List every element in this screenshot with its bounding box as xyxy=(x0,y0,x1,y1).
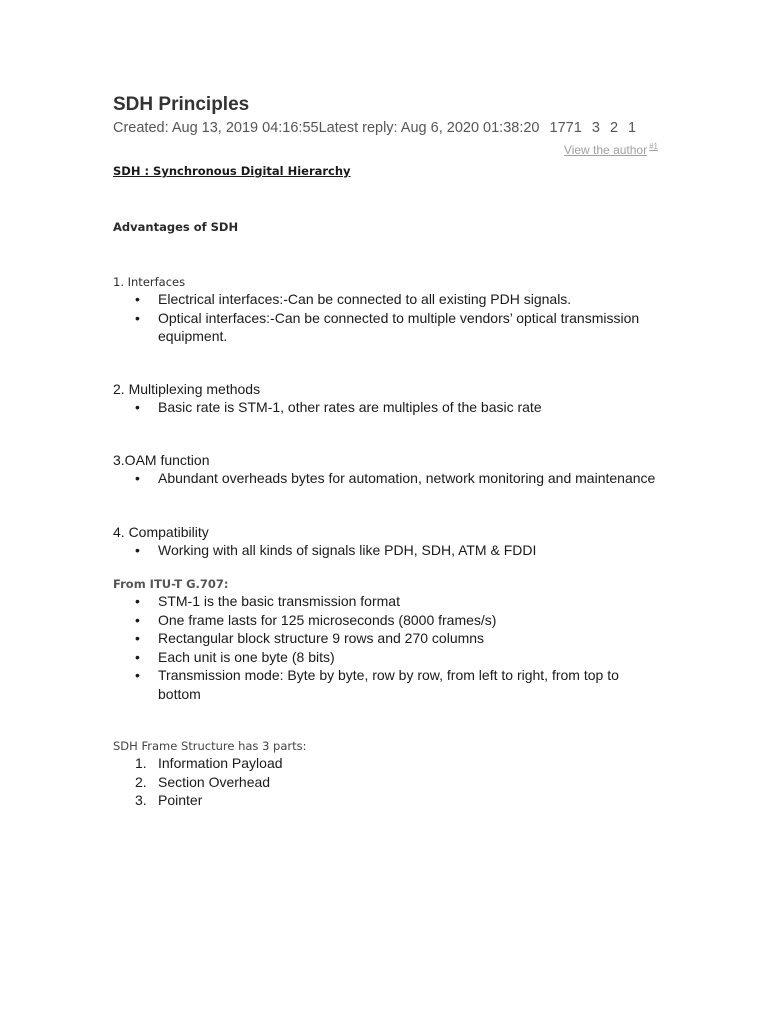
document-heading: SDH : Synchronous Digital Hierarchy xyxy=(113,164,351,178)
section-oam-label: 3.OAM function xyxy=(113,452,210,468)
section-interfaces-label: 1. Interfaces xyxy=(113,275,186,289)
frame-parts-list xyxy=(113,754,658,810)
list-item: • Optical interfaces:-Can be connected to multiple vendors’ optical transmission equipment. xyxy=(113,309,658,346)
list-item: • STM-1 is the basic transmission format xyxy=(113,592,658,611)
view-author-link[interactable]: View the author xyxy=(563,143,648,157)
itu-list xyxy=(113,592,658,703)
like-count: 2 xyxy=(609,120,619,136)
list-item-text: Section Overhead xyxy=(158,773,271,790)
list-item xyxy=(113,791,658,810)
compatibility-list xyxy=(113,541,658,560)
advantages-heading: Advantages of SDH xyxy=(113,220,239,234)
latest-reply-date: Latest reply: Aug 6, 2020 01:38:20 xyxy=(318,120,540,136)
reply-count: 3 xyxy=(591,120,600,136)
list-item xyxy=(113,773,658,792)
list-item-text: Information Payload xyxy=(158,755,283,771)
section-multiplexing-label: 2. Multiplexing methods xyxy=(113,380,261,397)
oam-list xyxy=(113,469,658,488)
favorite-count: 1 xyxy=(628,120,637,136)
list-item: • Each unit is one byte (8 bits) xyxy=(113,648,658,667)
author-row xyxy=(113,142,658,158)
section-itu-label: From ITU-T G.707: xyxy=(113,577,229,591)
created-date: Created: Aug 13, 2019 04:16:55 xyxy=(113,120,319,136)
list-item: • Abundant overheads bytes for automation, network monitoring and maintenance xyxy=(113,469,658,488)
list-marker: 1. xyxy=(135,755,147,771)
list-marker: 3. xyxy=(135,792,147,808)
post xyxy=(113,94,658,810)
view-count: 1771 xyxy=(549,120,582,136)
multiplexing-list xyxy=(113,398,658,417)
page-title: SDH Principles xyxy=(113,94,250,115)
list-item: • Basic rate is STM-1, other rates are multiples of the basic rate xyxy=(113,398,658,417)
list-item: • One frame lasts for 125 microseconds (8000 frames/s) xyxy=(113,611,658,630)
list-item: • Transmission mode: Byte by byte, row by row, from left to right, from top to bottom xyxy=(113,666,658,703)
list-item: • Rectangular block structure 9 rows and 270 columns xyxy=(113,629,658,648)
list-item-text: Pointer xyxy=(158,792,203,808)
list-item: • Working with all kinds of signals like PDH, SDH, ATM & FDDI xyxy=(113,541,658,560)
interfaces-list xyxy=(113,290,658,346)
section-compatibility-label: 4. Compatibility xyxy=(113,523,209,540)
section-frame-label: SDH Frame Structure has 3 parts: xyxy=(113,739,307,753)
list-marker: 2. xyxy=(135,773,147,790)
list-item: • Electrical interfaces:-Can be connected to all existing PDH signals. xyxy=(113,290,658,309)
list-item xyxy=(113,754,658,773)
post-meta xyxy=(113,118,658,138)
floor-number[interactable]: #1 xyxy=(649,142,658,151)
